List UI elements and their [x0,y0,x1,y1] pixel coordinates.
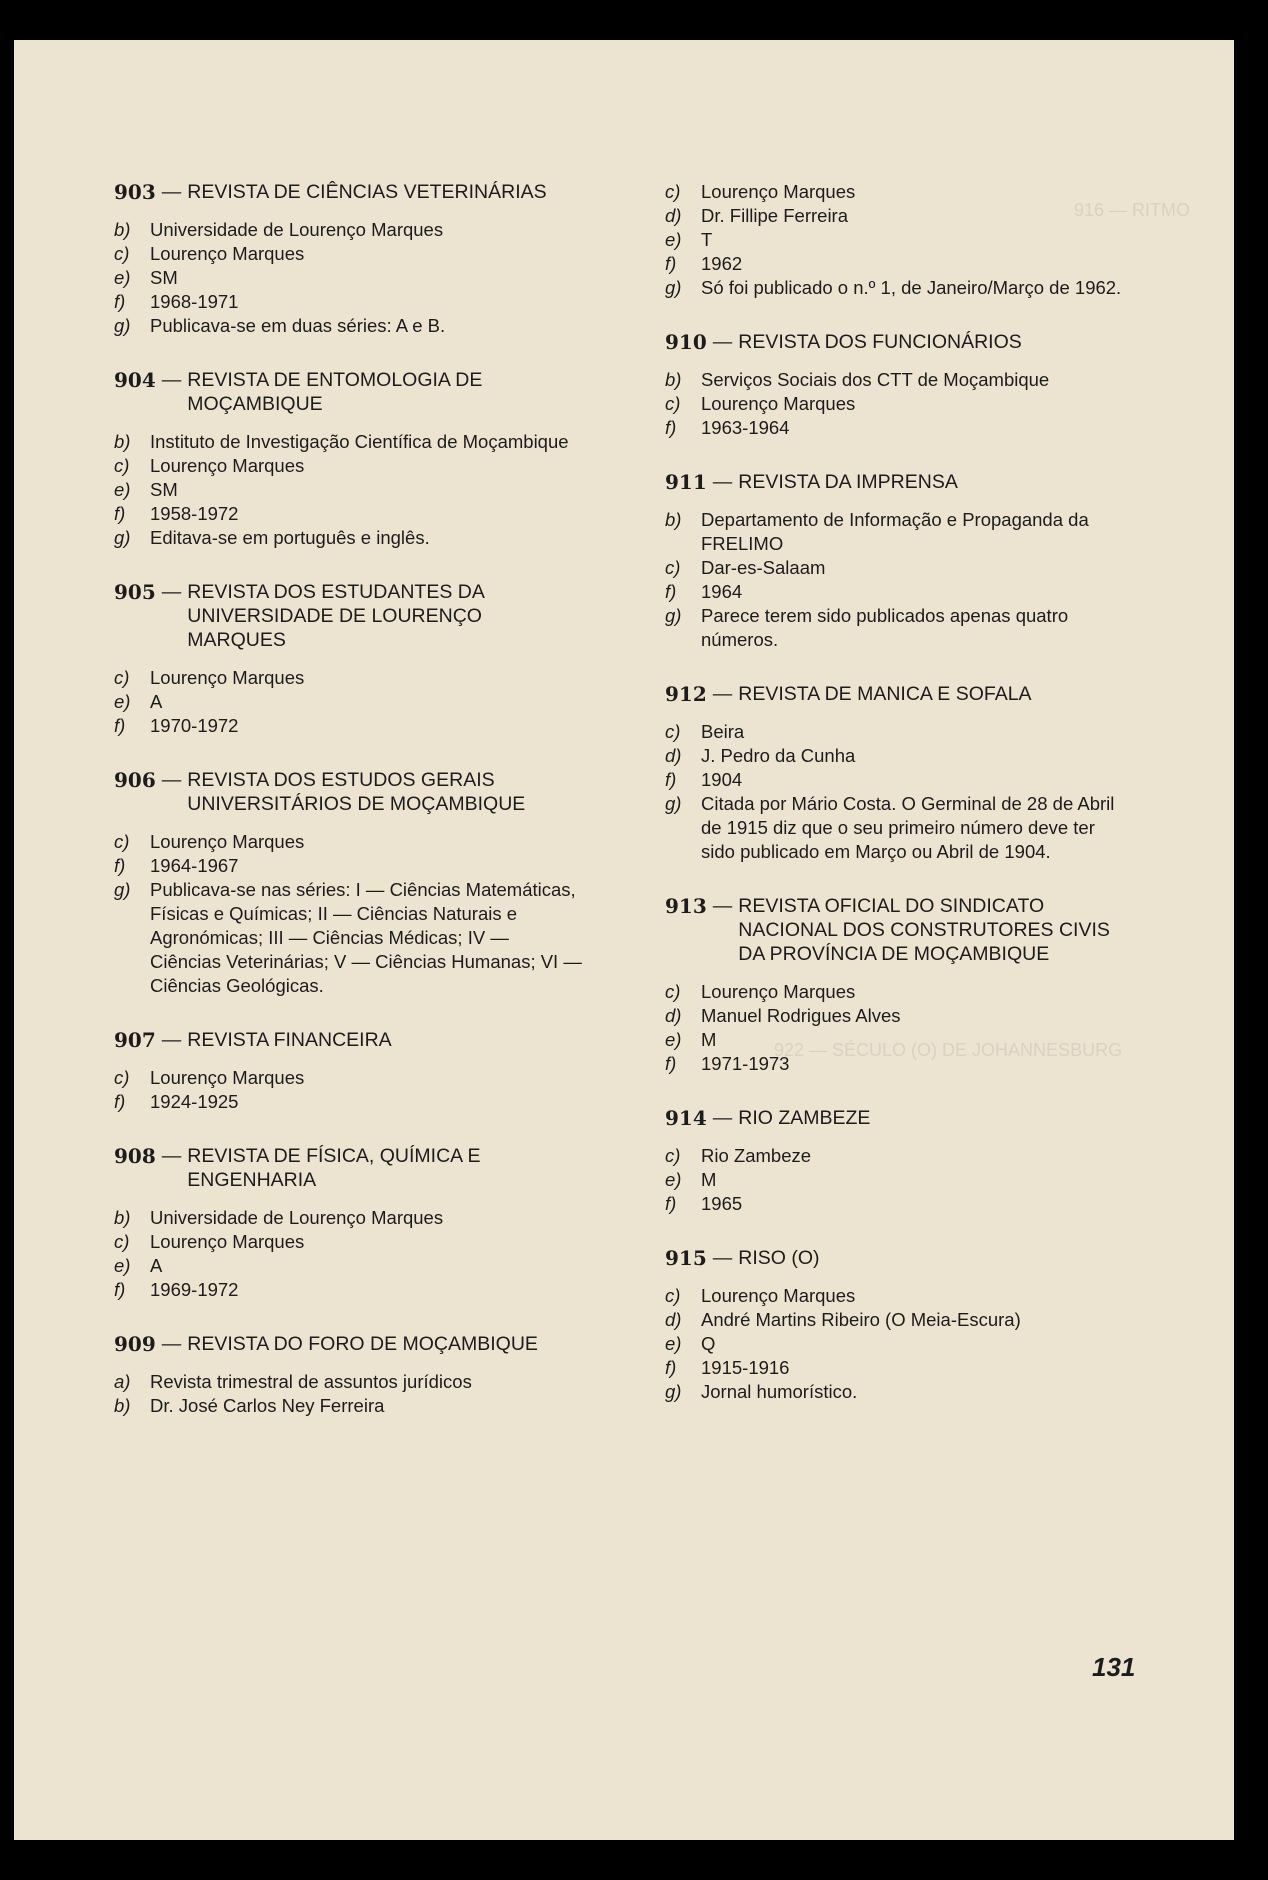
field-value: Universidade de Lourenço Marques [150,219,444,240]
field-letter: f) [665,769,677,790]
entry-field [665,556,1133,580]
em-dash: — [161,581,182,603]
em-dash: — [161,369,182,391]
field-value: Instituto de Investigação Científica de Moçambique [150,431,569,452]
field-letter: c) [114,831,130,852]
entry-fields [114,666,582,738]
field-letter: g) [114,879,131,900]
field-value: 1964 [701,581,743,602]
book-page [14,40,1234,1840]
entry-field [114,526,582,550]
entry-field [665,1052,1133,1076]
entry-heading [665,1246,1133,1270]
field-letter: f) [665,1053,677,1074]
field-letter: c) [114,1231,130,1252]
field-value: A [150,691,163,712]
field-value: Departamento de Informação e Propaganda da FRELIMO [701,509,1089,554]
field-value: Manuel Rodrigues Alves [701,1005,901,1026]
entry-heading [114,1332,582,1356]
field-letter: g) [114,527,131,548]
field-letter: a) [114,1371,131,1392]
field-letter: b) [665,369,682,390]
em-dash: — [712,683,733,705]
field-value: 1963-1964 [701,417,790,438]
entry-field [665,276,1133,300]
entry-heading [114,180,582,204]
field-value: Lourenço Marques [150,1231,305,1252]
field-value: 1971-1973 [701,1053,790,1074]
entry-heading [665,894,1133,966]
field-letter: c) [665,181,681,202]
field-letter: e) [665,1333,682,1354]
entry-fields [114,1066,582,1114]
field-value: Lourenço Marques [701,181,856,202]
field-value: Lourenço Marques [701,1285,856,1306]
entry-field [114,1230,582,1254]
field-letter: b) [114,431,131,452]
field-letter: f) [114,715,126,736]
entry-field [665,1144,1133,1168]
catalog-entry [665,330,1133,440]
entry-field [114,1278,582,1302]
entry-fields [114,218,582,338]
page-number: 131 [1092,1652,1136,1682]
field-value: SM [150,267,178,288]
entry-fields [114,830,582,998]
field-value: J. Pedro da Cunha [701,745,856,766]
entry-field [665,980,1133,1004]
catalog-entry [665,1106,1133,1216]
entry-fields [665,720,1133,864]
continued-entry-fields [665,180,1133,300]
field-letter: c) [665,721,681,742]
field-letter: b) [114,1395,131,1416]
catalog-entry [665,1246,1133,1404]
field-letter: d) [665,205,682,226]
entry-heading [114,1144,582,1192]
entry-title: REVISTA DOS FUNCIONÁRIOS [738,331,1022,353]
entry-field [114,830,582,854]
field-value: Beira [701,721,745,742]
field-letter: e) [114,267,131,288]
entry-field [114,878,582,998]
field-value: Dar-es-Salaam [701,557,826,578]
em-dash: — [712,331,733,353]
entry-title: REVISTA DE ENTOMOLOGIA DE MOÇAMBIQUE [187,369,483,415]
entry-number: 908 [114,1144,156,1168]
entry-field [665,1380,1133,1404]
field-value: Rio Zambeze [701,1145,812,1166]
entry-number: 910 [665,330,707,354]
field-letter: c) [114,667,130,688]
field-value: André Martins Ribeiro (O Meia-Escura) [701,1309,1021,1330]
field-value: T [701,229,713,250]
field-letter: f) [665,1193,677,1214]
em-dash: — [161,181,182,203]
catalog-entry [665,470,1133,652]
field-value: Citada por Mário Costa. O Germinal de 28 de Abril de 1915 diz que o seu primeiro número deve ter sido publicado em Março ou Abril de 1904. [701,793,1115,862]
field-value: M [701,1029,717,1050]
field-letter: c) [665,557,681,578]
entry-field [114,666,582,690]
entry-fields [665,980,1133,1076]
em-dash: — [161,1029,182,1051]
entry-field [114,1206,582,1230]
entry-field [665,720,1133,744]
entry-heading [114,368,582,416]
entry-field [114,290,582,314]
field-value: 1969-1972 [150,1279,239,1300]
bleed-through-text: 922 — SÉCULO (O) DE JOHANNESBURG [774,1040,1123,1060]
field-value: Q [701,1333,716,1354]
entry-heading [665,470,1133,494]
entry-title: RIO ZAMBEZE [738,1107,871,1129]
field-letter: e) [114,1255,131,1276]
field-value: Jornal humorístico. [701,1381,858,1402]
right-column [665,180,1133,1434]
entry-field [665,580,1133,604]
field-value: 1958-1972 [150,503,239,524]
entry-field [114,690,582,714]
field-letter: f) [114,855,126,876]
field-letter: c) [665,393,681,414]
left-column [114,180,582,1448]
entry-field [114,454,582,478]
field-value: Lourenço Marques [150,455,305,476]
catalog-entry [114,368,582,550]
em-dash: — [712,1107,733,1129]
field-letter: g) [665,1381,682,1402]
field-value: Lourenço Marques [701,393,856,414]
em-dash: — [712,471,733,493]
entry-field [114,1370,582,1394]
field-value: Parece terem sido publicados apenas quatro números. [701,605,1069,650]
field-letter: d) [665,745,682,766]
entry-number: 915 [665,1246,707,1270]
entry-title: RISO (O) [738,1247,820,1269]
catalog-entry [114,1144,582,1302]
entry-field [665,508,1133,556]
entry-field [665,368,1133,392]
field-letter: e) [665,1169,682,1190]
entry-fields [114,1206,582,1302]
field-letter: f) [665,1357,677,1378]
field-letter: c) [665,1285,681,1306]
field-value: Só foi publicado o n.º 1, de Janeiro/Março de 1962. [701,277,1122,298]
entry-field [665,180,1133,204]
entry-field [114,430,582,454]
field-letter: f) [114,503,126,524]
field-value: 1915-1916 [701,1357,790,1378]
entry-field [114,314,582,338]
field-value: 1904 [701,769,743,790]
entry-number: 914 [665,1106,707,1130]
entry-fields [665,1144,1133,1216]
field-value: Serviços Sociais dos CTT de Moçambique [701,369,1050,390]
entry-number: 903 [114,180,156,204]
field-value: SM [150,479,178,500]
field-value: Editava-se em português e inglês. [150,527,430,548]
entry-heading [114,580,582,652]
em-dash: — [161,1145,182,1167]
entry-field [665,792,1133,864]
field-letter: b) [665,509,682,530]
field-letter: c) [114,243,130,264]
entry-field [114,714,582,738]
entry-field [114,1090,582,1114]
field-value: Publicava-se em duas séries: A e B. [150,315,446,336]
entry-field [114,478,582,502]
entry-field [665,1028,1133,1052]
entry-field [665,392,1133,416]
field-letter: b) [114,219,131,240]
entry-field [665,1284,1133,1308]
catalog-entry [114,580,582,738]
catalog-entry [114,1332,582,1418]
field-letter: c) [665,1145,681,1166]
field-letter: g) [665,277,682,298]
field-letter: f) [665,253,677,274]
field-letter: g) [665,793,682,814]
entry-number: 911 [665,470,707,494]
entry-title: REVISTA FINANCEIRA [187,1029,392,1051]
entry-heading [665,330,1133,354]
entry-number: 909 [114,1332,156,1356]
field-value: 1964-1967 [150,855,239,876]
field-value: 1965 [701,1193,743,1214]
entry-field [114,1066,582,1090]
field-value: Revista trimestral de assuntos jurídicos [150,1371,472,1392]
entry-field [665,1168,1133,1192]
entry-field [665,1356,1133,1380]
field-value: 1962 [701,253,743,274]
entry-number: 913 [665,894,707,918]
field-letter: g) [665,605,682,626]
entry-fields [665,368,1133,440]
entry-field [665,744,1133,768]
entry-title: REVISTA DE MANICA E SOFALA [738,683,1032,705]
field-letter: f) [114,291,126,312]
field-letter: b) [114,1207,131,1228]
entry-title: REVISTA DOS ESTUDANTES DA UNIVERSIDADE DE LOURENÇO MARQUES [187,581,484,651]
field-letter: f) [665,581,677,602]
field-value: Lourenço Marques [150,243,305,264]
catalog-entry [114,180,582,338]
entry-heading [114,1028,582,1052]
field-value: Lourenço Marques [150,1067,305,1088]
field-value: Lourenço Marques [150,831,305,852]
field-letter: e) [114,691,131,712]
entry-field [114,1254,582,1278]
entry-field [114,854,582,878]
catalog-entry [665,682,1133,864]
field-letter: f) [114,1279,126,1300]
entry-title: REVISTA OFICIAL DO SINDICATO NACIONAL DOS CONSTRUTORES CIVIS DA PROVÍNCIA DE MOÇAMBIQUE [738,895,1110,965]
field-value: Universidade de Lourenço Marques [150,1207,444,1228]
entry-field [665,252,1133,276]
entry-fields [114,430,582,550]
field-letter: d) [665,1005,682,1026]
entry-field [665,768,1133,792]
entry-field [114,502,582,526]
entry-heading [665,1106,1133,1130]
field-value: Lourenço Marques [701,981,856,1002]
field-letter: f) [114,1091,126,1112]
em-dash: — [712,1247,733,1269]
entry-field [665,204,1133,228]
field-value: 1968-1971 [150,291,239,312]
entry-field [665,604,1133,652]
field-value: M [701,1169,717,1190]
entry-field [665,1192,1133,1216]
entry-fields [114,1370,582,1418]
field-value: Lourenço Marques [150,667,305,688]
field-letter: e) [665,229,682,250]
field-letter: e) [114,479,131,500]
catalog-entry [114,768,582,998]
entry-heading [665,682,1133,706]
field-value: A [150,1255,163,1276]
entry-field [665,416,1133,440]
em-dash: — [161,769,182,791]
catalog-entry [665,894,1133,1076]
entry-number: 906 [114,768,156,792]
entry-field [114,266,582,290]
field-letter: c) [665,981,681,1002]
entry-number: 907 [114,1028,156,1052]
entry-title: REVISTA DO FORO DE MOÇAMBIQUE [187,1333,538,1355]
field-value: 1924-1925 [150,1091,239,1112]
entry-number: 905 [114,580,156,604]
field-letter: e) [665,1029,682,1050]
entry-number: 904 [114,368,156,392]
field-letter: c) [114,455,130,476]
catalog-entry [114,1028,582,1114]
entry-field [114,218,582,242]
entry-title: REVISTA DA IMPRENSA [738,471,958,493]
em-dash: — [161,1333,182,1355]
entry-field [114,242,582,266]
entry-field [665,1004,1133,1028]
field-letter: d) [665,1309,682,1330]
field-letter: f) [665,417,677,438]
entry-fields [665,508,1133,652]
bleed-through-text: 916 — RITMO [1074,200,1191,220]
entry-fields [665,1284,1133,1404]
entry-number: 912 [665,682,707,706]
entry-field [665,228,1133,252]
entry-title: REVISTA DOS ESTUDOS GERAIS UNIVERSITÁRIOS DE MOÇAMBIQUE [187,769,526,815]
entry-heading [114,768,582,816]
field-value: Dr. José Carlos Ney Ferreira [150,1395,385,1416]
entry-title: REVISTA DE FÍSICA, QUÍMICA E ENGENHARIA [187,1145,481,1191]
field-value: Dr. Fillipe Ferreira [701,205,848,226]
entry-field [114,1394,582,1418]
field-value: Publicava-se nas séries: I — Ciências Matemáticas, Físicas e Químicas; II — Ciências Naturais e Agronómicas; III — Ciências Médicas; IV — Ciências Veterinárias; V — Ciências Humanas; VI — Ciências Geológicas. [150,879,582,996]
em-dash: — [712,895,733,917]
entry-title: REVISTA DE CIÊNCIAS VETERINÁRIAS [187,181,547,203]
entry-field [665,1308,1133,1332]
entry-field [665,1332,1133,1356]
field-value: 1970-1972 [150,715,239,736]
field-letter: g) [114,315,131,336]
field-letter: c) [114,1067,130,1088]
